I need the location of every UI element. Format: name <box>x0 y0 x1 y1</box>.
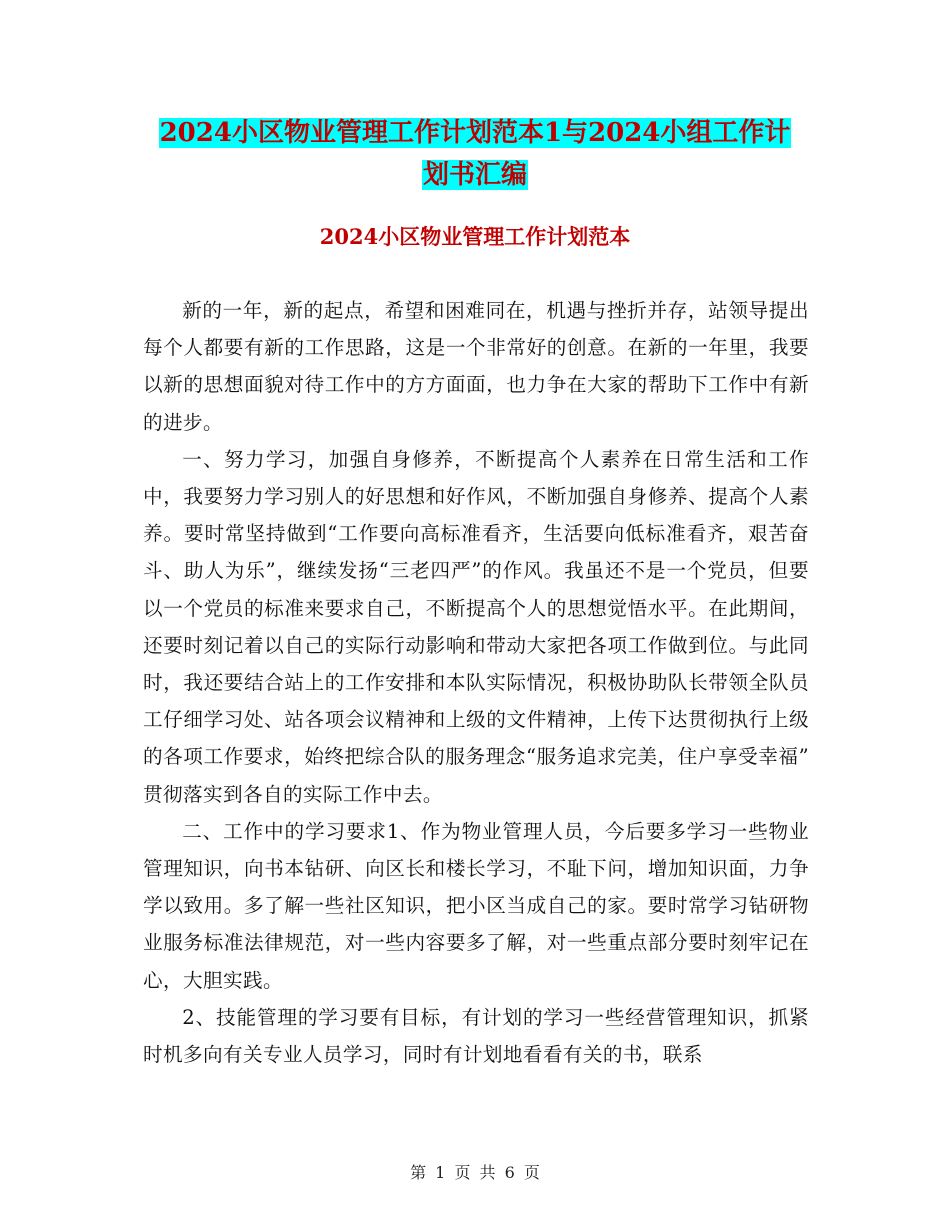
paragraph: 二、工作中的学习要求1、作为物业管理人员，今后要多学习一些物业管理知识，向书本钻研、向区长和楼长学习，不耻下问，增加知识面，力争学以致用。多了解一些社区知识，把小区当成自己的家。要时常学习钻研物业服务标准法律规范，对一些内容要多了解，对一些重点部分要时刻牢记在心，大胆实践。 <box>143 819 809 992</box>
document-title-line2: 划书汇编 <box>422 160 527 190</box>
document-body <box>143 292 809 1073</box>
paragraph: 2、技能管理的学习要有目标，有计划的学习一些经营管理知识，抓紧时机多向有关专业人员学习，同时有计划地看看有关的书，联系 <box>143 1005 809 1067</box>
paragraph: 新的一年，新的起点，希望和困难同在，机遇与挫折并存，站领导提出每个人都要有新的工作思路，这是一个非常好的创意。在新的一年里，我要以新的思想面貌对待工作中的方方面面，也力争在大家的帮助下工作中有新的进步。 <box>143 299 809 434</box>
document-title-line1: 2024小区物业管理工作计划范本1与2024小组工作计 <box>159 118 791 148</box>
paragraph: 一、努力学习，加强自身修养，不断提高个人素养在日常生活和工作中，我要努力学习别人的好思想和好作风，不断加强自身修养、提高个人素养。要时常坚持做到“工作要向高标准看齐，生活要向低标准看齐，艰苦奋斗、助人为乐”，继续发扬“三老四严”的作风。我虽还不是一个党员，但要以一个党员的标准来要求自己，不断提高个人的思想觉悟水平。在此期间，还要时刻记着以自己的实际行动影响和带动大家把各项工作做到位。与此同时，我还要结合站上的工作安排和本队实际情况，积极协助队长带领全队员工仔细学习处、站各项会议精神和上级的文件精神，上传下达贯彻执行上级的各项工作要求，始终把综合队的服务理念“服务追求完美，住户享受幸福” 贯彻落实到各自的实际工作中去。 <box>143 447 809 806</box>
page-footer: 第 1 页 共 6 页 <box>410 1163 540 1182</box>
document-title <box>140 112 810 196</box>
section-title: 2024小区物业管理工作计划范本 <box>319 224 631 249</box>
